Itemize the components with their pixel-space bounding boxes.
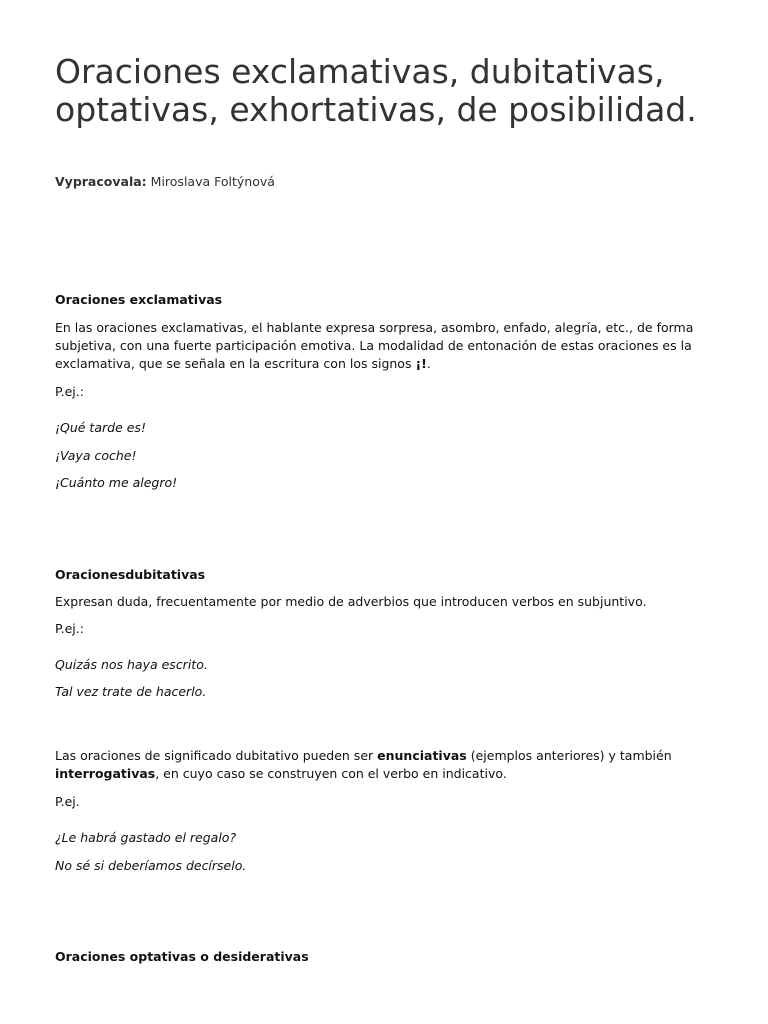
author-label: Vypracovala: — [55, 174, 147, 189]
example-label: P.ej. — [55, 794, 80, 809]
example-sentence: Tal vez trate de hacerlo. — [55, 684, 207, 699]
example-sentence: ¿Le habrá gastado el regalo? — [55, 830, 237, 845]
paragraph-dubitativas-interrogativas — [55, 747, 715, 783]
section-heading-dubitativas: Oracionesdubitativas — [55, 567, 206, 582]
paragraph-exclamativas — [55, 319, 715, 373]
example-sentence: ¡Vaya coche! — [55, 448, 137, 463]
paragraph-text: , en cuyo caso se construyen con el verbo en indicativo. — [155, 766, 507, 781]
example-sentence: No sé si deberíamos decírselo. — [55, 858, 247, 873]
paragraph-text: En las oraciones exclamativas, el hablante expresa sorpresa, asombro, enfado, alegría, etc., de forma subjetiva, con una fuerte participación emotiva. La modalidad de entonación de estas oraciones es la exclamativa, que se señala en la escritura con los signos — [55, 320, 694, 371]
bold-term-enunciativas: enunciativas — [377, 748, 467, 763]
example-label: P.ej.: — [55, 621, 84, 636]
example-sentence: ¡Cuánto me alegro! — [55, 475, 178, 490]
section-heading-optativas: Oraciones optativas o desiderativas — [55, 949, 309, 964]
paragraph-dubitativas: Expresan duda, frecuentamente por medio de adverbios que introducen verbos en subjuntivo. — [55, 594, 647, 609]
author-line — [55, 173, 275, 191]
paragraph-text: . — [426, 356, 431, 371]
document-title: Oraciones exclamativas, dubitativas, optativas, exhortativas, de posibilidad. — [55, 52, 697, 129]
example-sentence: ¡Qué tarde es! — [55, 420, 146, 435]
paragraph-text: (ejemplos anteriores) y también — [466, 748, 672, 763]
exclamation-signs: ¡! — [415, 356, 427, 371]
example-label: P.ej.: — [55, 384, 84, 399]
section-heading-exclamativas: Oraciones exclamativas — [55, 292, 223, 307]
author-name: Miroslava Foltýnová — [150, 174, 275, 189]
paragraph-text: Las oraciones de significado dubitativo pueden ser — [55, 748, 378, 763]
bold-term-interrogativas: interrogativas — [55, 766, 156, 781]
example-sentence: Quizás nos haya escrito. — [55, 657, 208, 672]
